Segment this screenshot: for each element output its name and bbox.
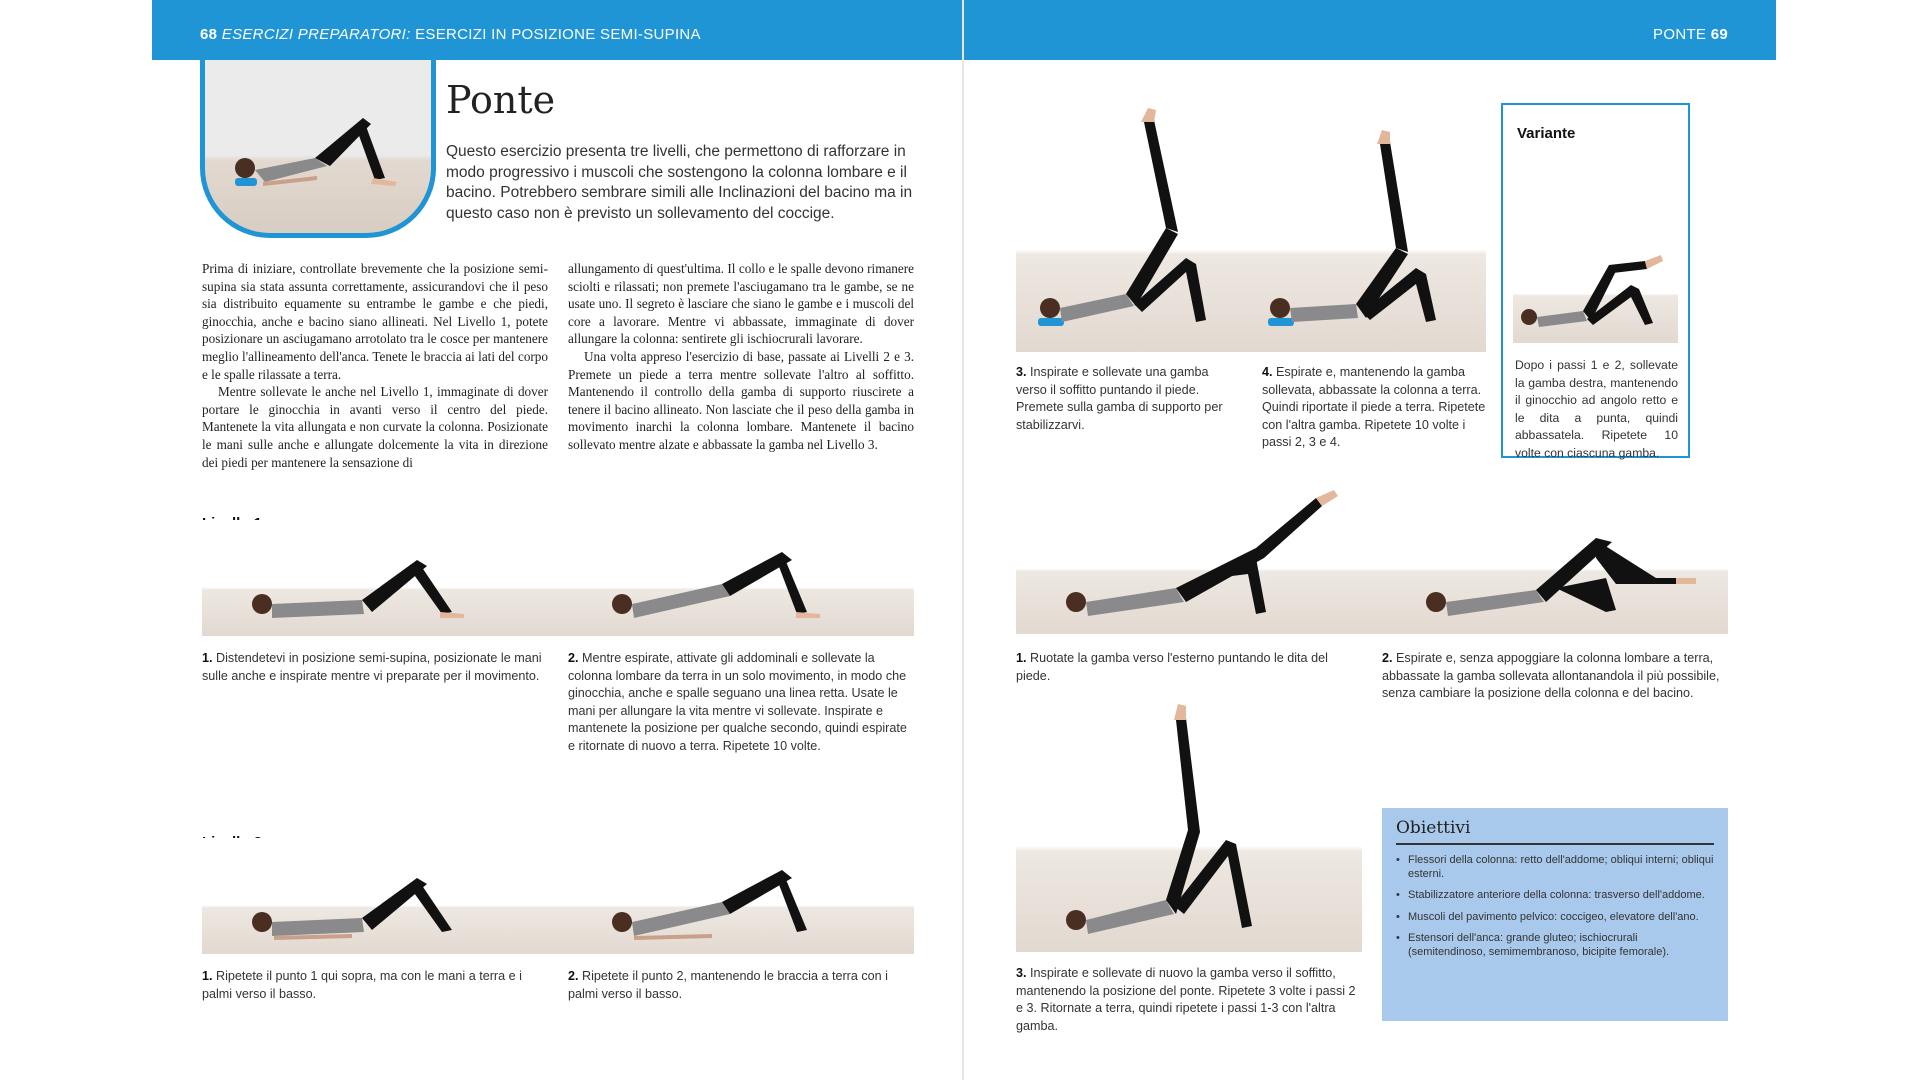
step-text: Distendetevi in posizione semi-supina, posizionate le mani sulle anche e inspirate mentre vi preparate per il movimento. bbox=[202, 651, 542, 683]
left-page-number: 68 bbox=[200, 26, 218, 43]
level-3-photo-top bbox=[1016, 478, 1728, 634]
step-text: Inspirate e sollevate di nuovo la gamba verso il soffitto, mantenendo la posizione del ponte. Ripetete 3 volte i passi 2 e 3. Ritornate a terra, quindi ripetete i passi 1-3 con l'altra gamba. bbox=[1016, 966, 1356, 1033]
step-number: 3. bbox=[1016, 966, 1027, 980]
level-1-step-2-caption bbox=[568, 650, 914, 756]
objective-item: • Estensori dell'anca: grande gluteo; ischiocrurali (semitendinoso, semimembranoso, bicipite femorale). bbox=[1396, 932, 1718, 959]
objectives-box bbox=[1382, 808, 1728, 1021]
level-2-step-2-caption bbox=[568, 968, 914, 1003]
right-header-text bbox=[1653, 26, 1728, 43]
objective-item: • Muscoli del pavimento pelvico: coccigeo, elevatore dell'ano. bbox=[1396, 911, 1718, 925]
intro-paragraph: Questo esercizio presenta tre livelli, che permettono di rafforzare in modo progressivo i muscoli che sostengono la colonna lombare e il bacino. Potrebbero sembrare simili alle Inclinazioni del bacino ma in questo caso non è previsto un sollevamento del coccige. bbox=[446, 143, 913, 222]
level-2-step-1-caption bbox=[202, 968, 548, 1003]
step-number: 4. bbox=[1262, 365, 1273, 379]
body-paragraph: allungamento di quest'ultima. Il collo e le spalle devono rimanere sciolti e rilassati; non premete l'asciugamano tra le gambe, se ne usate uno. Il segreto è lasciare che siano le gambe e i muscoli del core a lavorare. Mentre vi abbassate, immaginate di dover allungare la colonna: sentirete gli ischiocrurali lavorare. bbox=[568, 261, 914, 347]
level-2-step-4-caption bbox=[1262, 364, 1486, 452]
step-number: 3. bbox=[1016, 365, 1027, 379]
step-text: Inspirate e sollevate una gamba verso il soffitto puntando il piede. Premete sulla gamba di supporto per stabilizzarvi. bbox=[1016, 365, 1223, 432]
header-right-section: PONTE bbox=[1653, 26, 1707, 43]
level-3-photo-bottom bbox=[1016, 700, 1362, 952]
step-text: Ripetete il punto 1 qui sopra, ma con le mani a terra e i palmi verso il basso. bbox=[202, 969, 522, 1001]
level-2-figures bbox=[202, 838, 914, 954]
step-text: Espirate e, mantenendo la gamba sollevata, abbassate la colonna a terra. Quindi riportate il piede a terra. Ripetete con l'altra gamba. Ripetete 10 volte i passi 2, 3 e 4. bbox=[1262, 365, 1486, 450]
variant-text: Dopo i passi 1 e 2, sollevate la gamba destra, mantenendo il ginocchio ad angolo retto e le dita a punta, quindi abbassatela. Ripetete 10 volte con ciascuna gamba. bbox=[1515, 358, 1678, 460]
variant-box bbox=[1501, 103, 1690, 458]
body-column-2 bbox=[568, 260, 914, 454]
level-3-figures-top bbox=[1016, 478, 1728, 634]
step-number: 2. bbox=[1382, 651, 1393, 665]
step-text: Ripetete il punto 2, mantenendo le braccia a terra con i palmi verso il basso. bbox=[568, 969, 888, 1001]
objectives-list bbox=[1396, 854, 1718, 967]
right-page-number: 69 bbox=[1710, 26, 1728, 43]
objective-item: • Stabilizzatore anteriore della colonna: trasverso dell'addome. bbox=[1396, 889, 1718, 903]
body-paragraph: Mentre sollevate le anche nel Livello 1, immaginate di dover portare le ginocchia in avanti verso il centro del piede. Mantenete la vita allungata e non curvate la colonna. Posizionate le mani sulle anche e allungate dolcemente la vita in direzione dei piedi per mantenere la sensazione di bbox=[202, 384, 548, 470]
step-number: 1. bbox=[202, 651, 213, 665]
level-3-step-1-caption bbox=[1016, 650, 1362, 685]
level-3-step-3-caption bbox=[1016, 965, 1362, 1035]
level-2-steps-3-4-photo bbox=[1016, 108, 1486, 352]
level-1-figures bbox=[202, 520, 914, 636]
step-number: 2. bbox=[568, 651, 579, 665]
variant-photo bbox=[1513, 225, 1678, 343]
page-spine bbox=[962, 0, 964, 1080]
header-subsection: ESERCIZI IN POSIZIONE SEMI-SUPINA bbox=[415, 26, 701, 43]
right-page-header bbox=[964, 0, 1776, 60]
left-page-header bbox=[152, 0, 962, 60]
page-title: Ponte bbox=[446, 78, 556, 122]
level-1-photo bbox=[202, 520, 914, 636]
bridge-pose-figure bbox=[205, 60, 431, 233]
level-3-figure-bottom bbox=[1016, 700, 1362, 952]
variant-figure bbox=[1513, 225, 1678, 343]
body-paragraph: Prima di iniziare, controllate brevemente che la posizione semi-supina sia stata assunta correttamente, assicurandovi che il peso sia distribuito equamente su entrambe le gambe e che piedi, ginocchia, anche e bacino siano allineati. Nel Livello 1, potete posizionare un asciugamano arrotolato tra le cosce per mantenere meglio l'allineamento dell'anca. Tenete le braccia ai lati del corpo e le spalle rilassate a terra. bbox=[202, 261, 548, 382]
body-column-1 bbox=[202, 260, 548, 471]
objectives-divider bbox=[1396, 843, 1714, 845]
left-header-text bbox=[200, 26, 701, 43]
level-2-leg-raise-figures bbox=[1016, 108, 1486, 352]
objective-item: • Flessori della colonna: retto dell'addome; obliqui interni; obliqui esterni. bbox=[1396, 854, 1718, 881]
level-2-photo bbox=[202, 838, 914, 954]
body-paragraph: Una volta appreso l'esercizio di base, passate ai Livelli 2 e 3. Premete un piede a terra mentre sollevate l'altro al soffitto. Mantenendo il controllo della gamba di supporto riuscirete a tenere il bacino allineato. Non lasciate che il peso della gamba in movimento inarchi la colonna lombare. Mantenete il bacino sollevato mentre alzate e abbassate la gamba nel Livello 3. bbox=[568, 348, 914, 452]
step-text: Mentre espirate, attivate gli addominali e sollevate la colonna lombare da terra in un solo movimento, in modo che ginocchia, anche e spalle seguano una linea retta. Usate le mani per allungare la vita mentre vi sollevate. Inspirate e mantenete la posizione per qualche secondo, quindi espirate e ritornate di nuovo a terra. Ripetete 10 volte. bbox=[568, 651, 907, 753]
step-text: Espirate e, senza appoggiare la colonna lombare a terra, abbassate la gamba sollevata allontanandola il più possibile, senza cambiare la posizione della colonna e del bacino. bbox=[1382, 651, 1720, 701]
header-section: ESERCIZI PREPARATORI: bbox=[221, 26, 411, 43]
variant-title: Variante bbox=[1517, 125, 1576, 142]
level-3-step-2-caption bbox=[1382, 650, 1728, 703]
step-number: 2. bbox=[568, 969, 579, 983]
level-1-step-1-caption bbox=[202, 650, 548, 685]
step-number: 1. bbox=[202, 969, 213, 983]
step-text: Ruotate la gamba verso l'esterno puntando le dita del piede. bbox=[1016, 651, 1328, 683]
step-number: 1. bbox=[1016, 651, 1027, 665]
level-2-step-3-caption bbox=[1016, 364, 1238, 434]
objectives-title: Obiettivi bbox=[1396, 818, 1471, 838]
hero-photo bbox=[200, 60, 436, 238]
